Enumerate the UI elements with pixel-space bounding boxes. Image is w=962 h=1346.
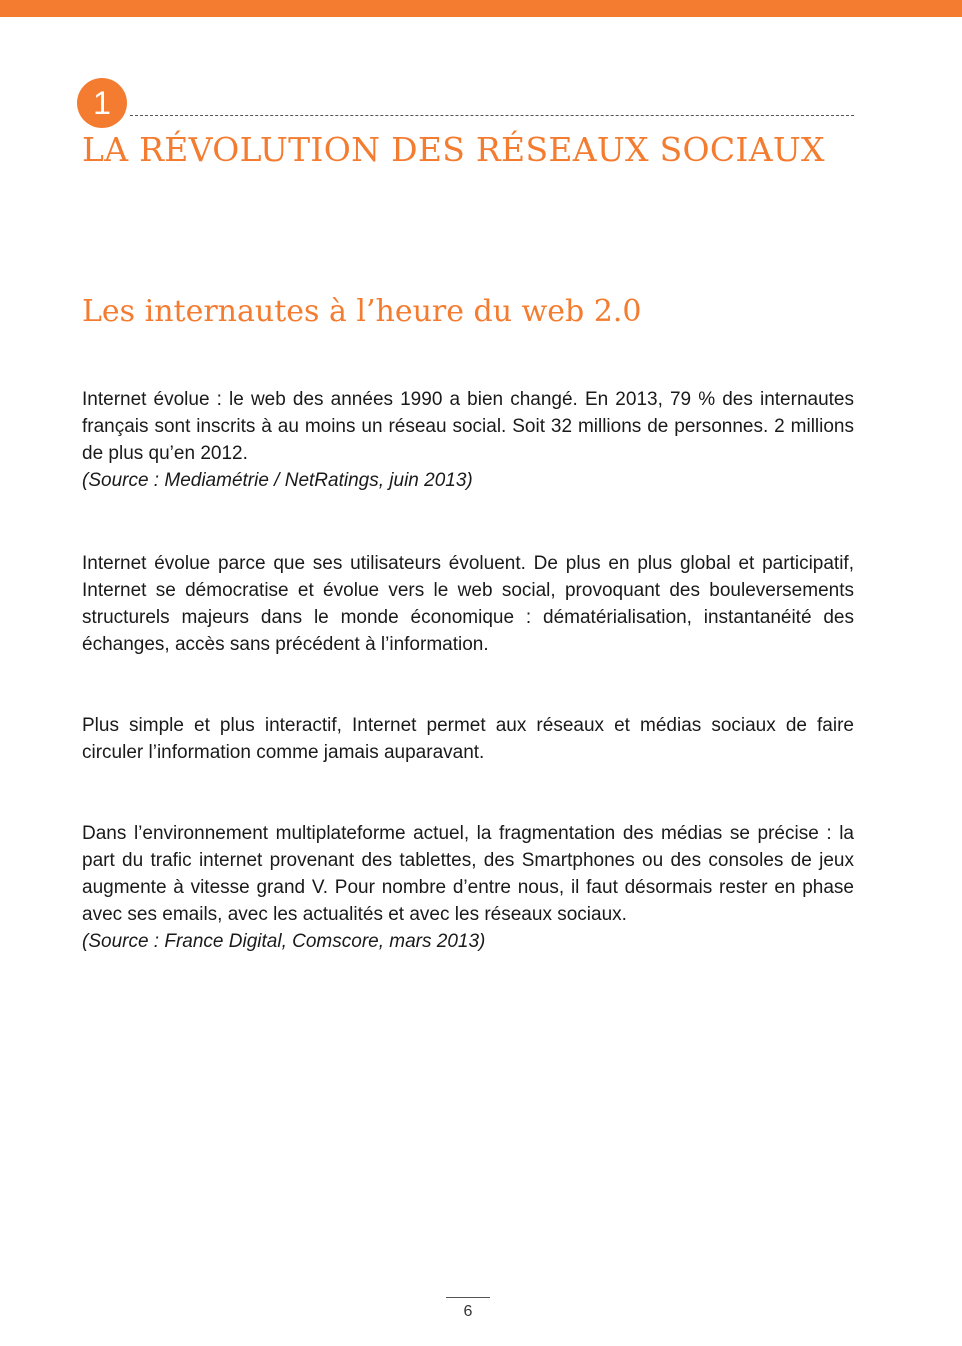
paragraph-3 xyxy=(82,712,854,766)
page-number: 6 xyxy=(463,1303,473,1320)
paragraph-3-text: Plus simple et plus interactif, Internet permet aux réseaux et médias sociaux de faire circuler l’information comme jamais auparavant. xyxy=(82,715,854,763)
paragraph-2 xyxy=(82,550,854,658)
dashed-divider xyxy=(130,115,854,116)
paragraph-4-text: Dans l’environnement multiplateforme actuel, la fragmentation des médias se précise : la part du trafic internet provenant des tablettes, des Smartphones ou des consoles de jeux augmente à vitesse grand V. Pour nombre d’entre nous, il faut désormais rester en phase avec ses emails, avec les actualités et avec les réseaux sociaux. xyxy=(82,823,854,925)
paragraph-1 xyxy=(82,386,854,494)
footer-rule xyxy=(446,1297,490,1298)
paragraph-4-source: (Source : France Digital, Comscore, mars 2013) xyxy=(82,931,486,952)
paragraph-4 xyxy=(82,820,854,955)
chapter-number-badge: 1 xyxy=(77,78,127,128)
paragraph-1-text: Internet évolue : le web des années 1990 a bien changé. En 2013, 79 % des internautes français sont inscrits à au moins un réseau social. Soit 32 millions de personnes. 2 millions de plus qu’en 2012. xyxy=(82,389,854,464)
chapter-title: LA RÉVOLUTION DES RÉSEAUX SOCIAUX xyxy=(82,130,825,169)
paragraph-2-text: Internet évolue parce que ses utilisateurs évoluent. De plus en plus global et participatif, Internet se démocratise et évolue vers le web social, provoquant des bouleversements structurels majeurs dans le monde économique : dématérialisation, instantanéité des échanges, accès sans précédent à l’information. xyxy=(82,553,854,655)
top-accent-bar xyxy=(0,0,962,17)
paragraph-1-source: (Source : Mediamétrie / NetRatings, juin 2013) xyxy=(82,470,473,491)
section-title: Les internautes à l’heure du web 2.0 xyxy=(82,294,642,329)
